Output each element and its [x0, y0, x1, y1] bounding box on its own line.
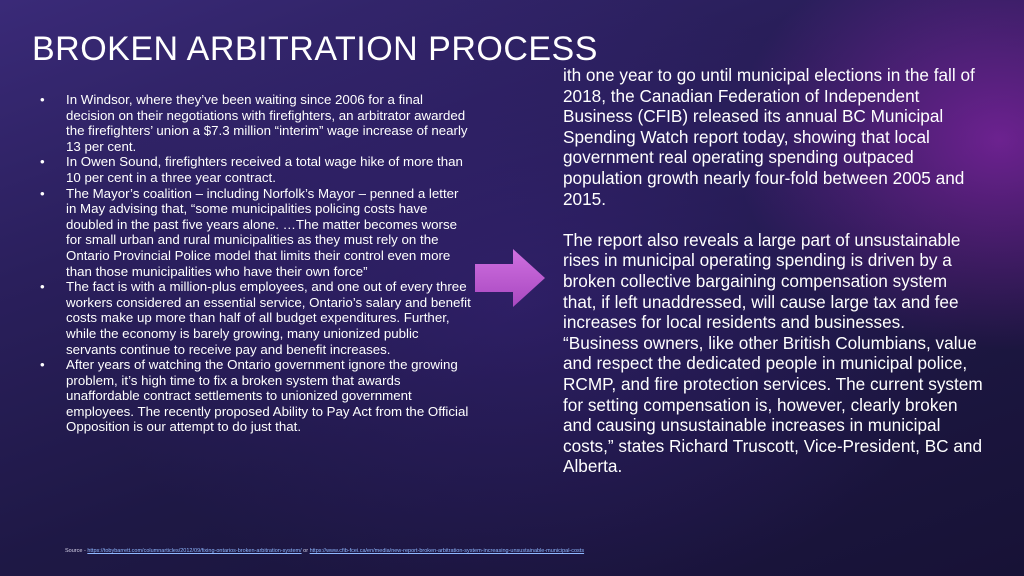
bullet-item: • The fact is with a million-plus employees, and one out of every three workers considered an essential service, Ontario’s salary and benefit costs make up more than half of all budget expenditures. Further, while the economy is barely growing, many unionized public servants continue to receive pay and benefit increases.	[36, 279, 472, 357]
source-link[interactable]: https://www.cfib-fcei.ca/en/media/new-report-broken-arbitration-system-increasing-unsustainable-municipal-costs	[309, 548, 585, 554]
bullet-item: • In Owen Sound, firefighters received a total wage hike of more than 10 per cent in a three year contract.	[36, 154, 472, 185]
right-text-block	[563, 65, 983, 477]
bullet-list	[36, 92, 472, 435]
bullet-item: • In Windsor, where they’ve been waiting since 2006 for a final decision on their negotiations with firefighters, an arbitrator awarded the firefighters’ union a $7.3 million “interim” wage increase of nearly 13 per cent.	[36, 92, 472, 154]
source-separator: or	[301, 548, 310, 554]
slide-title: BROKEN ARBITRATION PROCESS	[32, 30, 598, 68]
right-paragraph: ith one year to go until municipal elections in the fall of 2018, the Canadian Federation of Independent Business (CFIB) released its annual BC Municipal Spending Watch report today, showing that local government real operating spending outpaced population growth nearly four-fold between 2005 and 2015.	[563, 65, 975, 209]
right-paragraph: The report also reveals a large part of unsustainable rises in municipal operating spending is driven by a broken collective bargaining compensation system that, if left unaddressed, will cause large tax and fee increases for local residents and businesses. “Business owners, like other British Columbians, value and respect the dedicated people in municipal police, RCMP, and fire protection services. The current system for setting compensation is, however, clearly broken and causing unsustainable increases in municipal costs,” states Richard Truscott, Vice-President, BC and Alberta.	[563, 229, 983, 477]
bullet-item: • After years of watching the Ontario government ignore the growing problem, it’s high time to fix a broken system that awards unaffordable contract settlements to unionized government employees. The recently proposed Ability to Pay Act from the Official Opposition is our attempt to do just that.	[36, 357, 472, 435]
right-arrow-icon	[475, 249, 545, 307]
bullet-item: • The Mayor’s coalition – including Norfolk’s Mayor – penned a letter in May advising that, “some municipalities policing costs have doubled in the past five years alone. …The matter becomes worse for small urban and rural municipalities as they must rely on the Ontario Provincial Police model that limits their control even more than those municipalities who have their own force”	[36, 186, 472, 280]
source-citation	[65, 548, 825, 555]
source-prefix: Source -	[65, 548, 88, 554]
source-link[interactable]: https://tobybarrett.com/columnarticles/2012/09/fixing-ontarios-broken-arbitration-system/	[87, 548, 302, 554]
